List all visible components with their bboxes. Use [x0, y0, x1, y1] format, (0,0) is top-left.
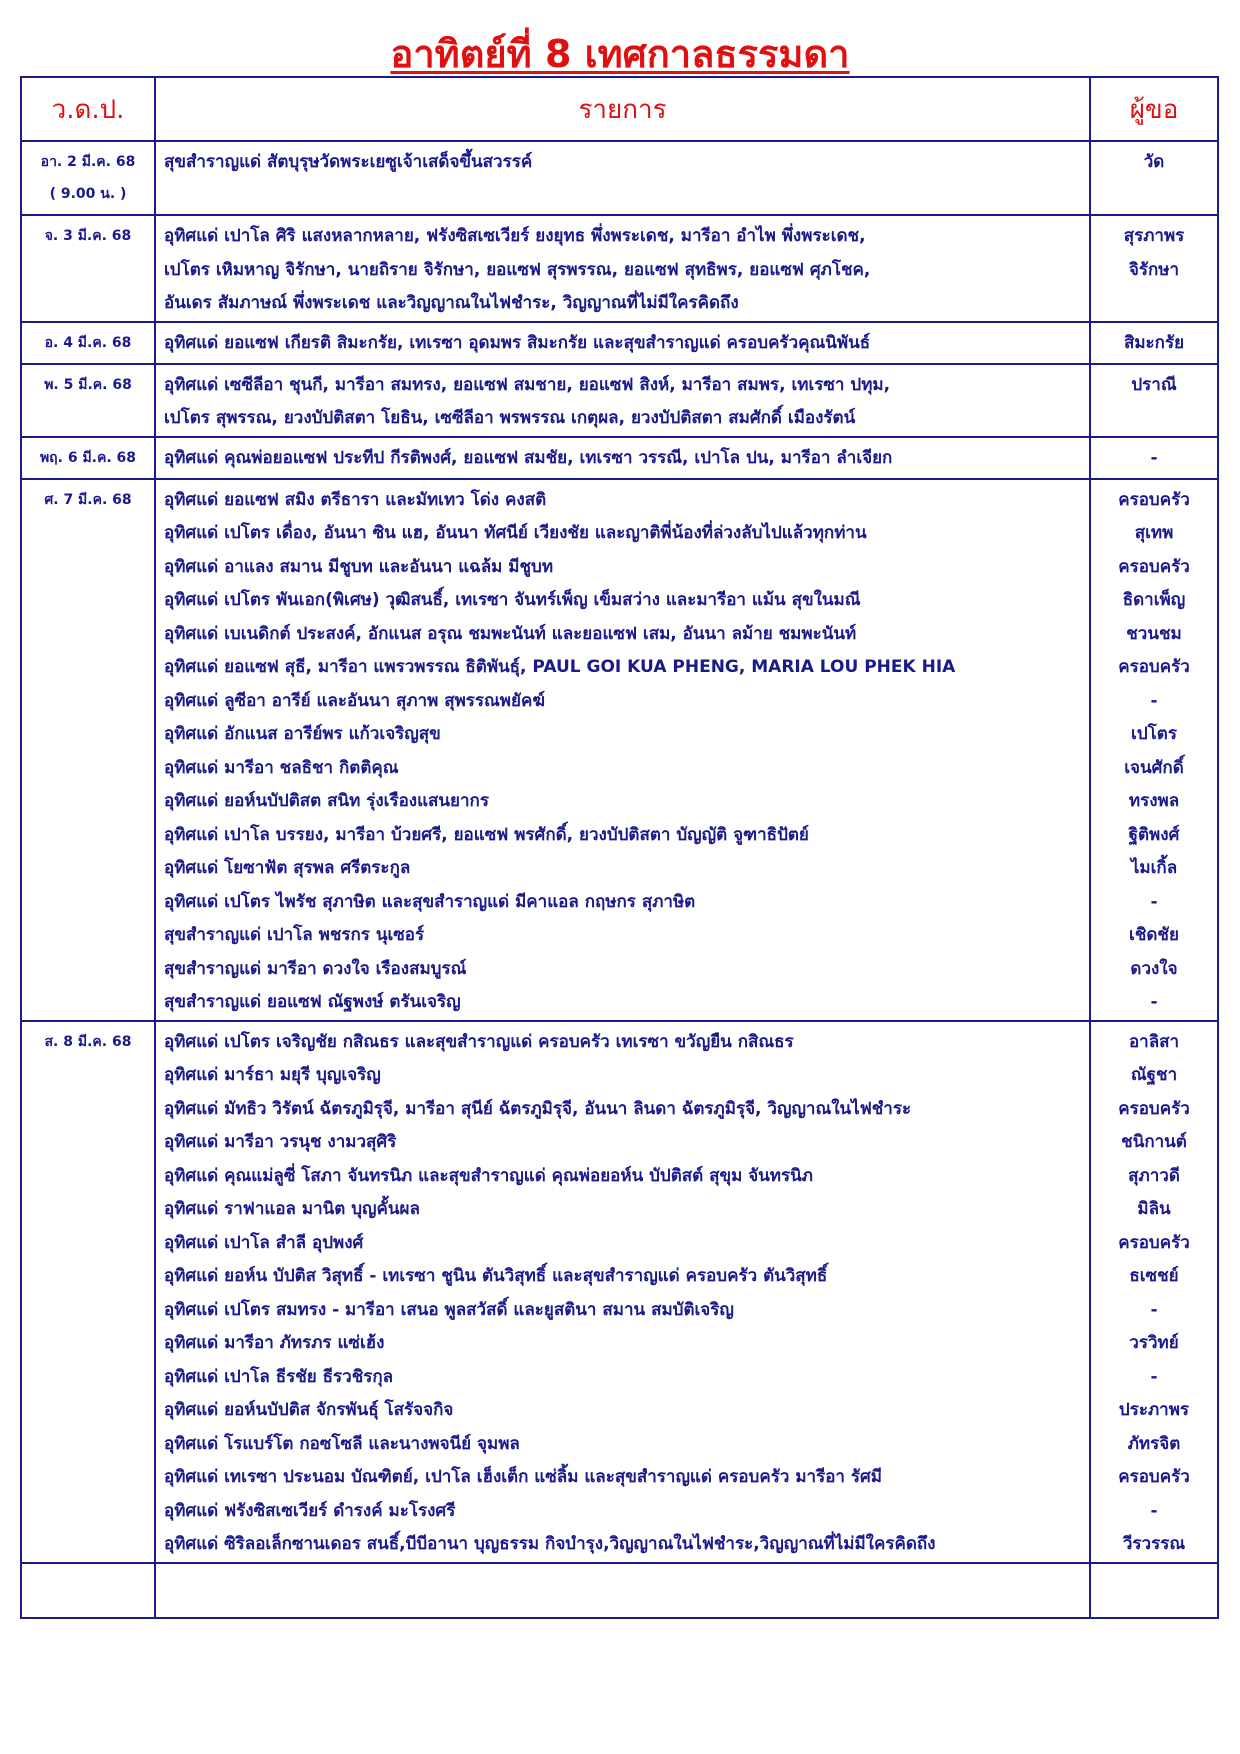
intention-cell — [156, 438, 1091, 480]
table-row — [22, 365, 1219, 438]
requester-cell-line: - — [1150, 1500, 1158, 1521]
requester-cell-line: ภัทรจิต — [1127, 1433, 1181, 1454]
requester-cell-line: สุรภาพร — [1123, 226, 1185, 246]
intention-cell-line: อุทิศแด่ เบเนดิกต์ ประสงค์, อักแนส อรุณ ชมพะนันท์ และยอแซฟ เสม, อันนา ลม้าย ชมพะนันท์ — [164, 623, 857, 644]
intention-cell-line: สุขสำราญแด่ ยอแซฟ ณัฐพงษ์ ตรันเจริญ — [164, 992, 461, 1012]
intention-cell-line: อุทิศแด่ เปาโล ธีรชัย ธีรวชิรกุล — [164, 1366, 394, 1387]
requester-cell-line: สุเทพ — [1134, 523, 1174, 543]
intention-cell-line: อุทิศแด่ ยอห์นบัปติสต สนิท รุ่งเรืองแสนยากร — [164, 791, 489, 811]
intention-cell-line: อุทิศแด่ ยอแซฟ เกียรติ สิมะกรัย, เทเรซา อุดมพร สิมะกรัย และสุขสำราญแด่ ครอบครัวคุณนิพันธ์ — [164, 332, 871, 353]
empty-row — [22, 1564, 1219, 1619]
requester-cell-line: จิรักษา — [1128, 259, 1180, 280]
date-cell — [22, 438, 156, 480]
requester-cell-line: เปโตร — [1131, 724, 1177, 744]
requester-cell-line: - — [1150, 690, 1158, 711]
date-cell-line: ส. 8 มี.ค. 68 — [44, 1033, 132, 1050]
intention-cell-line: อุทิศแด่ ยอแซฟ สมิง ตรีธารา และมัทเทว โด่ง คงสติ — [164, 489, 547, 510]
empty-cell — [1091, 1564, 1219, 1619]
requester-cell-line: - — [1150, 1366, 1158, 1387]
intention-cell-line: อุทิศแด่ มารีอา ชลธิชา กิตติคุณ — [164, 757, 399, 778]
intention-cell-line: สุขสำราญแด่ สัตบุรุษวัดพระเยซูเจ้าเสด็จขึ้นสวรรค์ — [164, 152, 533, 172]
requester-cell-line: วรวิทย์ — [1129, 1333, 1179, 1353]
intention-cell-line: อุทิศแด่ เปโตร เดื่อง, อันนา ซิน แฮ, อันนา ทัศนีย์ เวียงชัย และญาติพี่น้องที่ล่วงลับไปแล้วทุกท่าน — [164, 523, 867, 543]
table-body — [22, 142, 1219, 1619]
requester-cell-line: ไมเกิ้ล — [1130, 858, 1178, 878]
table-row — [22, 142, 1219, 216]
date-cell-line: พฤ. 6 มี.ค. 68 — [39, 449, 137, 466]
requester-cell-line: ครอบครัว — [1118, 1467, 1190, 1487]
requester-cell-line: มิลิน — [1137, 1199, 1171, 1219]
intention-cell — [156, 1022, 1091, 1564]
requester-cell-line: - — [1150, 1299, 1158, 1320]
requester-cell-line: ฐิติพงศ์ — [1128, 824, 1180, 845]
intention-cell — [156, 142, 1091, 216]
intention-cell-line: อุทิศแด่ ยอแซฟ สุธี, มารีอา แพรวพรรณ ธิติพันธุ์, PAUL GOI KUA PHENG, MARIA LOU PHEK HIA — [164, 657, 956, 677]
intention-cell-line: อุทิศแด่ เปาโล สำลี อุปพงศ์ — [164, 1232, 364, 1253]
requester-cell-line: วีรวรรณ — [1122, 1534, 1186, 1554]
requester-cell-line: ครอบครัว — [1118, 556, 1190, 577]
intention-cell-line: อุทิศแด่ เปโตร ไพรัช สุภาษิต และสุขสำราญแด่ มีคาแอล กฤษกร สุภาษิต — [164, 891, 696, 912]
intention-cell — [156, 323, 1091, 365]
table-row — [22, 216, 1219, 323]
requester-cell-line: เจนศักดิ์ — [1124, 757, 1184, 778]
intention-cell-line: อุทิศแด่ เซซีลีอา ชุนกี, มารีอา สมทรง, ยอแซฟ สมชาย, ยอแซฟ สิงห์, มารีอา สมพร, เทเรซา ปทุม, — [164, 374, 891, 395]
date-cell — [22, 365, 156, 438]
intention-cell-line: อุทิศแด่ มารีอา ภัทรภร แซ่เฮ้ง — [164, 1333, 385, 1353]
intention-cell-line: อุทิศแด่ ซิริลอเล็กซานเดอร สนธิ์,บีบีอานา บุญธรรม กิจบำรุง,วิญญาณในไฟชำระ,วิญญาณที่ไม่มีใครคิดถึง — [164, 1534, 936, 1554]
date-cell — [22, 216, 156, 323]
table-header-row — [22, 78, 1219, 142]
requester-cell-line: ครอบครัว — [1118, 1098, 1190, 1119]
intention-cell-line: อุทิศแด่ ยอห์น บัปติส วิสุทธิ์ - เทเรซา ชูนิน ตันวิสุทธิ์ และสุขสำราญแด่ ครอบครัว ตันวิสุทธิ์ — [164, 1266, 828, 1286]
requester-cell-line: อาลิสา — [1128, 1031, 1180, 1052]
requester-cell — [1091, 480, 1219, 1022]
intention-cell-line: อุทิศแด่ ฟรังซิสเซเวียร์ ดำรงค์ มะโรงศรี — [164, 1500, 456, 1521]
table-row — [22, 438, 1219, 480]
mass-intentions-table — [20, 76, 1219, 1619]
intention-cell-line: อุทิศแด่ โรแบร์โต กอซโซลี และนางพจนีย์ จุมพล — [164, 1433, 520, 1454]
header-items: รายการ — [156, 78, 1091, 142]
intention-cell-line: อุทิศแด่ เปโตร พันเอก(พิเศษ) วุฒิสนธิ์, เทเรซา จันทร์เพ็ญ เข็มสว่าง และมารีอา แม้น สุขในมณี — [164, 590, 861, 610]
intention-cell-line: อุทิศแด่ เทเรซา ประนอม บัณฑิตย์, เปาโล เฮ็งเต็ก แซ่ลิ้ม และสุขสำราญแด่ ครอบครัว มารีอา รัศมี — [164, 1467, 883, 1487]
date-cell-line: อ. 4 มี.ค. 68 — [44, 334, 132, 351]
requester-cell — [1091, 323, 1219, 365]
requester-cell — [1091, 216, 1219, 323]
requester-cell — [1091, 438, 1219, 480]
requester-cell-line: วัด — [1143, 152, 1165, 172]
intention-cell-line: สุขสำราญแด่ เปาโล พชรกร นุเซอร์ — [164, 925, 425, 945]
date-cell-line: พ. 5 มี.ค. 68 — [44, 376, 132, 393]
requester-cell-line: เชิดชัย — [1129, 925, 1179, 945]
requester-cell-line: สุภาวดี — [1128, 1165, 1180, 1186]
intention-cell — [156, 480, 1091, 1022]
requester-cell-line: - — [1150, 447, 1158, 468]
intention-cell-line: เปโตร เหิมหาญ จิรักษา, นายถิราย จิรักษา, ยอแซฟ สุรพรรณ, ยอแซฟ สุทธิพร, ยอแซฟ ศุภโชค, — [164, 259, 871, 280]
requester-cell-line: ธเซชย์ — [1129, 1266, 1179, 1286]
intention-cell-line: อุทิศแด่ มารีอา วรนุช งามวสุศิริ — [164, 1132, 397, 1152]
requester-cell-line: สิมะกรัย — [1123, 332, 1185, 353]
requester-cell — [1091, 1022, 1219, 1564]
intention-cell-line: อุทิศแด่ มัทธิว วิรัตน์ ฉัตรภูมิรุจี, มารีอา สุนีย์ ฉัตรภูมิรุจี, อันนา ลินดา ฉัตรภูมิรุจี, วิญญาณในไฟชำระ — [164, 1098, 912, 1119]
requester-cell-line: ดวงใจ — [1130, 958, 1178, 979]
requester-cell-line: ครอบครัว — [1118, 1232, 1190, 1253]
intention-cell — [156, 365, 1091, 438]
date-cell-line: อา. 2 มี.ค. 68 — [40, 154, 136, 170]
intention-cell-line: อุทิศแด่ ราฟาแอล มานิต บุญคั้นผล — [164, 1199, 420, 1219]
requester-cell-line: ครอบครัว — [1118, 489, 1190, 510]
requester-cell — [1091, 142, 1219, 216]
requester-cell-line: ธิดาเพ็ญ — [1122, 590, 1186, 610]
intention-cell-line: อุทิศแด่ ลูซีอา อารีย์ และอันนา สุภาพ สุพรรณพยัคฆ์ — [164, 690, 545, 711]
intention-cell-line: อุทิศแด่ ยอห์นบัปติส จักรพันธุ์ โสรัจจกิจ — [164, 1400, 454, 1420]
requester-cell-line: ประภาพร — [1118, 1400, 1190, 1420]
table-row — [22, 1022, 1219, 1564]
requester-cell-line: - — [1150, 891, 1158, 912]
requester-cell-line: ปราณี — [1131, 374, 1177, 395]
header-requester: ผู้ขอ — [1091, 78, 1219, 142]
requester-cell-line: ชวนชม — [1126, 623, 1182, 644]
intention-cell-line: เปโตร สุพรรณ, ยวงบัปติสตา โยธิน, เซซีลีอา พรพรรณ เกตุผล, ยวงบัปติสตา สมศักดิ์ เมืองรัตน์ — [164, 408, 856, 428]
date-cell-line: ( 9.00 น. ) — [49, 186, 127, 202]
date-cell-line: ศ. 7 มี.ค. 68 — [44, 491, 132, 508]
intention-cell-line: อุทิศแด่ เปโตร เจริญชัย กสิณธร และสุขสำราญแด่ ครอบครัว เทเรซา ขวัญยืน กสิณธร — [164, 1031, 794, 1052]
table-row — [22, 480, 1219, 1022]
date-cell — [22, 1022, 156, 1564]
requester-cell-line: ณัฐชา — [1130, 1065, 1178, 1085]
date-cell — [22, 142, 156, 216]
intention-cell-line: อุทิศแด่ เปาโล ศิริ แสงหลากหลาย, ฟรังซิสเซเวียร์ ยงยุทธ พึ่งพระเดช, มารีอา อำไพ พึ่งพระเดช, — [164, 226, 866, 246]
table-row — [22, 323, 1219, 365]
date-cell-line: จ. 3 มี.ค. 68 — [44, 228, 132, 244]
empty-cell — [156, 1564, 1091, 1619]
intention-cell-line: อุทิศแด่ อักแนส อารีย์พร แก้วเจริญสุข — [164, 724, 441, 744]
intention-cell-line: อันเดร สัมภาษณ์ พึ่งพระเดช และวิญญาณในไฟชำระ, วิญญาณที่ไม่มีใครคิดถึง — [164, 293, 739, 313]
requester-cell-line: ชนิกานต์ — [1121, 1132, 1187, 1152]
intention-cell-line: อุทิศแด่ เปาโล บรรยง, มารีอา บ้วยศรี, ยอแซฟ พรศักดิ์, ยวงบัปติสตา บัญญัติ จูฑาธิปัตย์ — [164, 824, 809, 845]
requester-cell-line: ทรงพล — [1128, 791, 1180, 811]
requester-cell — [1091, 365, 1219, 438]
intention-cell-line: อุทิศแด่ คุณแม่ลูซี่ โสภา จันทรนิภ และสุขสำราญแด่ คุณพ่อยอห์น บัปติสต์ สุขุม จันทรนิภ — [164, 1165, 813, 1186]
intention-cell-line: อุทิศแด่ คุณพ่อยอแซฟ ประทีป กีรติพงศ์, ยอแซฟ สมชัย, เทเรซา วรรณี, เปาโล ปน, มารีอา ลำเจียก — [164, 447, 893, 468]
intention-cell-line: อุทิศแด่ โยซาฟัต สุรพล ศรีตระกูล — [164, 858, 411, 878]
date-cell — [22, 323, 156, 365]
page-title: อาทิตย์ที่ 8 เทศกาลธรรมดา — [390, 32, 850, 76]
intention-cell-line: อุทิศแด่ มาร์ธา มยุรี บุญเจริญ — [164, 1065, 381, 1085]
empty-cell — [22, 1564, 156, 1619]
requester-cell-line: - — [1150, 992, 1158, 1012]
requester-cell-line: ครอบครัว — [1118, 657, 1190, 677]
header-date: ว.ด.ป. — [22, 78, 156, 142]
date-cell — [22, 480, 156, 1022]
intention-cell-line: อุทิศแด่ เปโตร สมทรง - มารีอา เสนอ พูลสวัสดิ์ และยูสตินา สมาน สมบัติเจริญ — [164, 1299, 734, 1320]
intention-cell-line: อุทิศแด่ อาแลง สมาน มีชูบท และอันนา แฉล้ม มีชูบท — [164, 556, 554, 577]
intention-cell — [156, 216, 1091, 323]
intention-cell-line: สุขสำราญแด่ มารีอา ดวงใจ เรืองสมบูรณ์ — [164, 958, 467, 979]
